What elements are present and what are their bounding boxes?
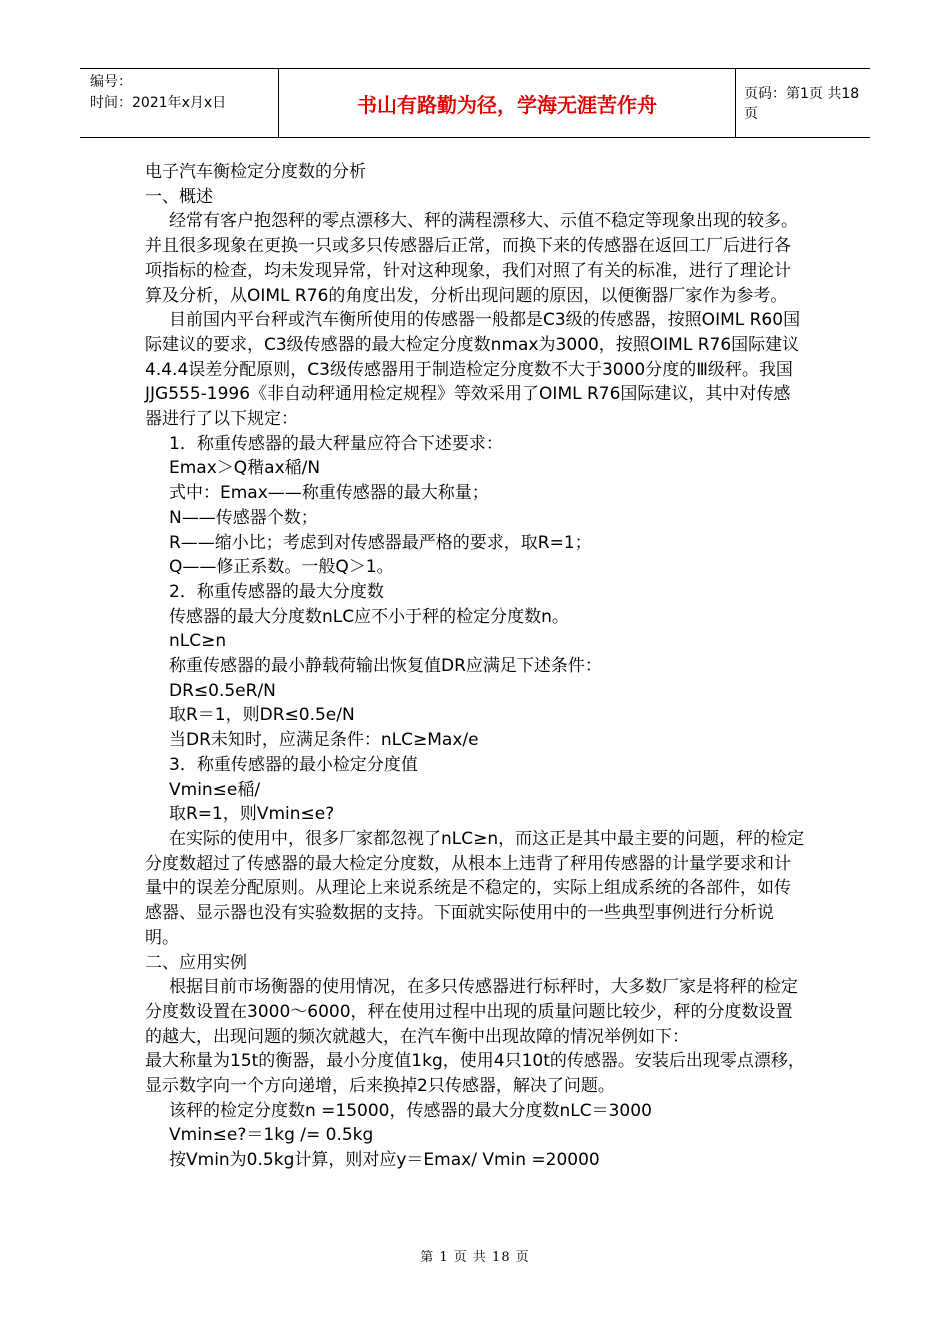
formula: 按Vmin为0.5kg计算，则对应y＝Emax/ Vmin =20000 — [169, 1150, 600, 1171]
formula: 当DR未知时，应满足条件：nLC≥Max/e — [169, 730, 479, 751]
list-item: 3．称重传感器的最小检定分度值 — [169, 754, 418, 775]
document-date: 时间：2021年x月x日 — [90, 95, 227, 111]
formula-note: R——缩小比；考虑到对传感器最严格的要求，取R=1； — [169, 532, 592, 553]
section-heading: 二、应用实例 — [145, 952, 247, 973]
header-slogan: 书山有路勤为径，学海无涯苦作舟 — [278, 69, 736, 137]
formula: Emax＞Q稭ax稲/N — [169, 458, 321, 479]
list-item: 1．称重传感器的最大秤量应符合下述要求： — [169, 433, 503, 454]
page-header — [80, 68, 870, 138]
text-line: 称重传感器的最小静载荷输出恢复值DR应满足下述条件： — [169, 656, 602, 677]
paragraph: 最大称量为15t的衡器，最小分度值1kg，使用4只10t的传感器。安装后出现零点漂移，显示数字向一个方向递增，后来换掉2只传感器，解决了问题。 — [145, 1051, 805, 1097]
formula: 取R＝1，则DR≤0.5e/N — [169, 705, 355, 726]
header-page-info: 页码：第1页 共18页 — [744, 86, 860, 122]
list-item: 2．称重传感器的最大分度数 — [169, 581, 384, 602]
formula: DR≤0.5eR/N — [169, 680, 276, 701]
section-heading: 一、概述 — [145, 186, 213, 207]
document-body — [145, 160, 805, 1173]
document-number-label: 编号： — [90, 74, 132, 90]
formula: nLC≥n — [169, 631, 227, 652]
text-line: 传感器的最大分度数nLC应不小于秤的检定分度数n。 — [169, 606, 569, 627]
formula-note: Q——修正系数。一般Q＞1。 — [169, 557, 394, 578]
paragraph: 在实际的使用中，很多厂家都忽视了nLC≥n，而这正是其中最主要的问题，秤的检定分度数超过了传感器的最大检定分度数，从根本上违背了秤用传感器的计量学要求和计量中的误差分配原则。从理论上来说系统是不稳定的，实际上组成系统的各部件，如传感器、显示器也没有实验数据的支持。下面就实际使用中的一些典型事例进行分析说明。 — [145, 828, 805, 948]
formula-note: N——传感器个数； — [169, 507, 318, 528]
page-footer: 第 1 页 共 18 页 — [420, 1250, 530, 1265]
paragraph: 经常有客户抱怨秤的零点漂移大、秤的满程漂移大、示值不稳定等现象出现的较多。并且很多现象在更换一只或多只传感器后正常，而换下来的传感器在返回工厂后进行各项指标的检查，均未发现异常，针对这种现象，我们对照了有关的标准，进行了理论计算及分析，从OIML R76的角度出发，分析出现问题的原因，以便衡器厂家作为参考。 — [145, 211, 798, 306]
paragraph: 根据目前市场衡器的使用情况，在多只传感器进行标秤时，大多数厂家是将秤的检定分度数设置在3000～6000，秤在使用过程中出现的质量问题比较少，秤的分度数设置的越大，出现问题的频次就越大，在汽车衡中出现故障的情况举例如下： — [145, 977, 798, 1047]
text-line: 该秤的检定分度数n =15000，传感器的最大分度数nLC＝3000 — [169, 1100, 652, 1121]
formula-note: 式中：Emax——称重传感器的最大称量； — [169, 483, 489, 504]
document-title: 电子汽车衡检定分度数的分析 — [145, 162, 366, 182]
header-meta — [80, 69, 278, 137]
formula: Vmin≤e稲/ — [169, 779, 261, 800]
formula: Vmin≤e?＝1kg /= 0.5kg — [169, 1125, 374, 1146]
formula: 取R=1，则Vmin≤e? — [169, 804, 335, 825]
paragraph: 目前国内平台秤或汽车衡所使用的传感器一般都是C3级的传感器，按照OIML R60国际建议的要求，C3级传感器的最大检定分度数nmax为3000，按照OIML R76国际建议4.4.4误差分配原则，C3级传感器用于制造检定分度数不大于3000分度的Ⅲ级秤。我国JJG555-1996《非自动秤通用检定规程》等效采用了OIML R76国际建议，其中对传感器进行了以下规定： — [145, 310, 801, 430]
